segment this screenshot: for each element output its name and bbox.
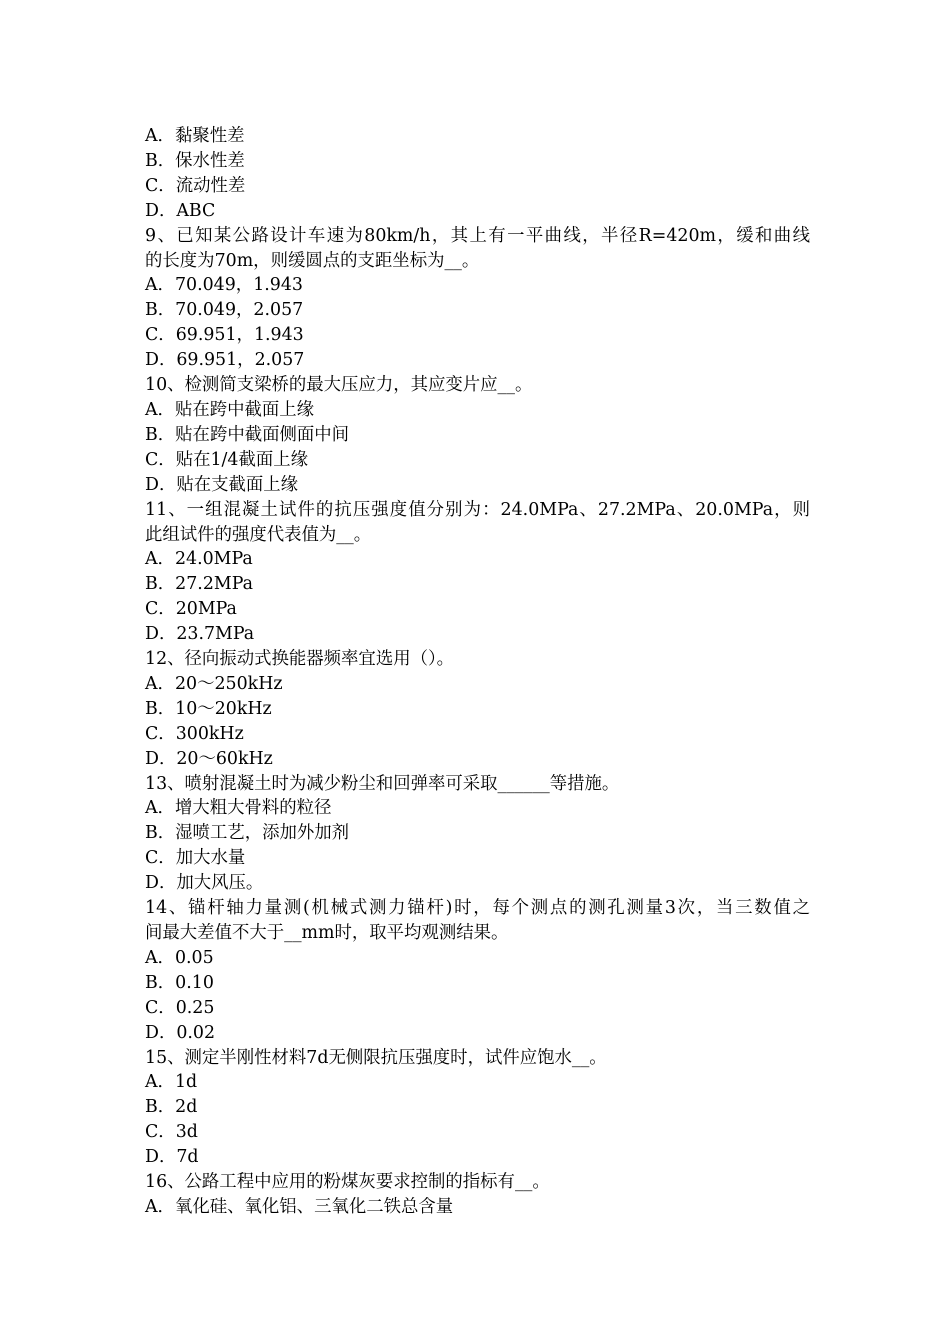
- question-10: 10、检测简支梁桥的最大压应力，其应变片应__。: [145, 375, 533, 396]
- option-line: B．2d: [145, 1097, 198, 1118]
- option-line: D．ABC: [145, 200, 216, 221]
- question-9-line-2: 的长度为70m，则缓圆点的支距坐标为__。: [145, 250, 480, 271]
- option-line: B．10～20kHz: [145, 698, 272, 719]
- option-line: B．27.2MPa: [145, 574, 253, 595]
- option-line: D．69.951，2.057: [145, 350, 305, 371]
- question-9-line-1: 9、已知某公路设计车速为80km/h，其上有一平曲线，半径R=420m，缓和曲线: [145, 225, 810, 246]
- option-line: D．0.02: [145, 1022, 216, 1043]
- option-line: B．0.10: [145, 972, 214, 993]
- option-line: C．加大水量: [145, 848, 246, 869]
- option-line: D．加大风压。: [145, 873, 264, 894]
- option-line: D．23.7MPa: [145, 624, 255, 645]
- option-line: A．0.05: [145, 947, 214, 968]
- option-line: C．贴在1/4截面上缘: [145, 449, 309, 470]
- option-line: A．1d: [145, 1072, 198, 1093]
- question-14-line-2: 间最大差值不大于__mm时，取平均观测结果。: [145, 923, 509, 943]
- option-line: C．0.25: [145, 997, 215, 1018]
- document-body: [145, 124, 810, 1220]
- option-line: A．氧化硅、氧化铝、三氧化二铁总含量: [145, 1196, 454, 1217]
- option-line: C．20MPa: [145, 599, 237, 620]
- option-line: C．300kHz: [145, 723, 244, 744]
- option-line: C．69.951，1.943: [145, 325, 304, 346]
- question-13: 13、喷射混凝土时为减少粉尘和回弹率可采取______等措施。: [145, 773, 620, 794]
- question-14-line-1: 14、锚杆轴力量测(机械式测力锚杆)时，每个测点的测孔测量3次，当三数值之: [145, 898, 810, 919]
- option-line: A．黏聚性差: [145, 126, 245, 146]
- option-line: D．贴在支截面上缘: [145, 474, 299, 495]
- option-line: D．20～60kHz: [145, 748, 273, 769]
- option-line: C．流动性差: [145, 175, 246, 196]
- option-line: A．贴在跨中截面上缘: [145, 399, 315, 420]
- option-line: B．湿喷工艺，添加外加剂: [145, 823, 350, 844]
- question-11-line-2: 此组试件的强度代表值为__。: [145, 524, 372, 545]
- question-12: 12、径向振动式换能器频率宜选用（）。: [145, 649, 455, 670]
- option-line: B．70.049，2.057: [145, 300, 304, 321]
- question-16: 16、公路工程中应用的粉煤灰要求控制的指标有__。: [145, 1172, 550, 1193]
- option-line: A．70.049，1.943: [145, 275, 303, 296]
- option-line: D．7d: [145, 1147, 199, 1168]
- option-line: A．20～250kHz: [145, 673, 283, 694]
- option-line: A．24.0MPa: [145, 549, 253, 570]
- option-line: A．增大粗大骨料的粒径: [145, 798, 332, 819]
- option-line: C．3d: [145, 1122, 198, 1143]
- option-line: B．贴在跨中截面侧面中间: [145, 424, 350, 445]
- question-15: 15、测定半刚性材料7d无侧限抗压强度时，试件应饱水__。: [145, 1047, 607, 1068]
- option-line: B．保水性差: [145, 150, 245, 171]
- question-11-line-1: 11、一组混凝土试件的抗压强度值分别为：24.0MPa、27.2MPa、20.0MPa，则: [145, 499, 810, 520]
